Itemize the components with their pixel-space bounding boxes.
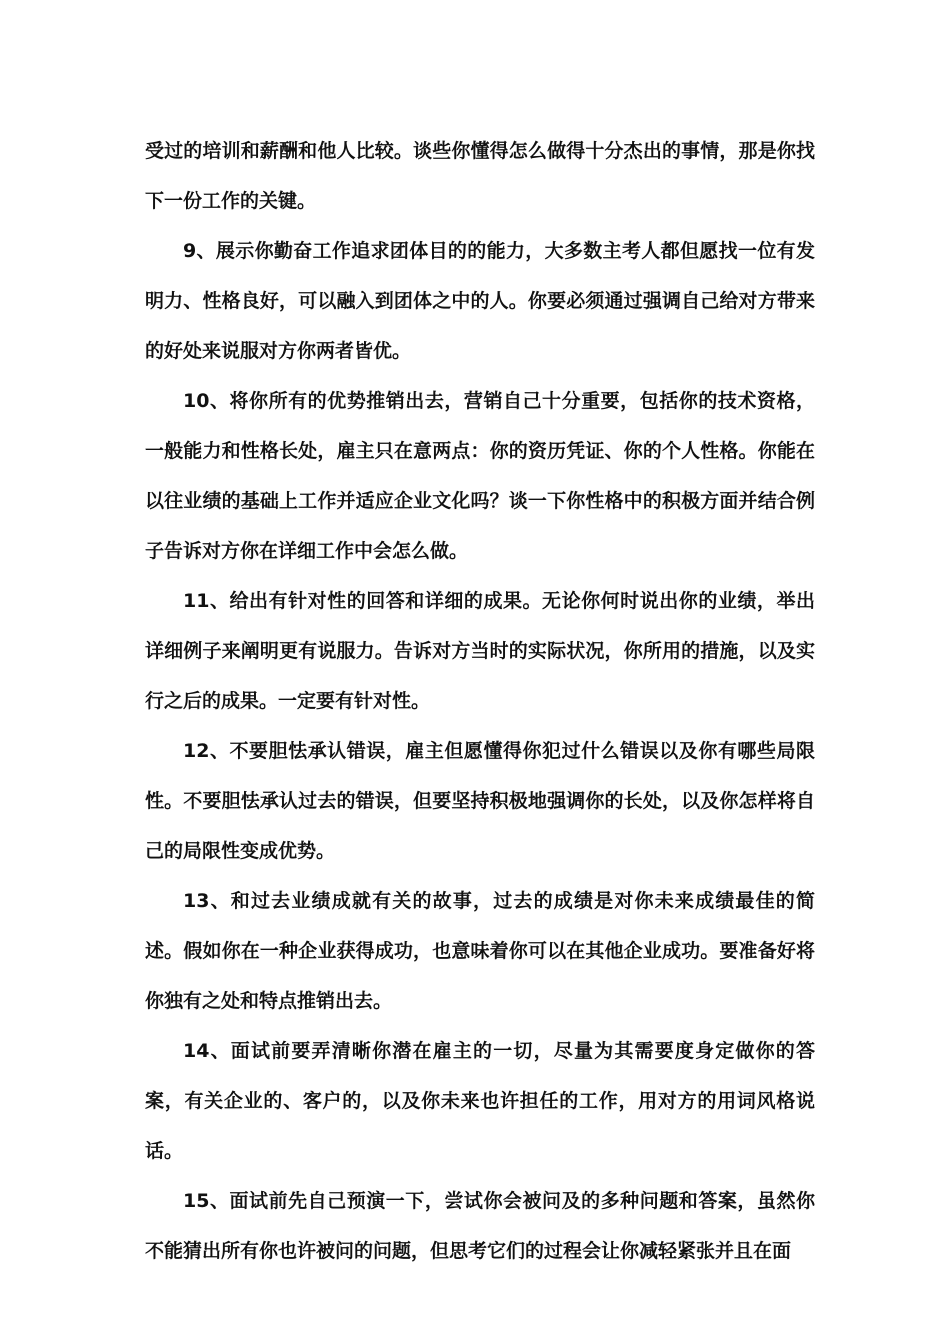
paragraph-item-14: 14、面试前要弄清晰你潜在雇主的一切，尽量为其需要度身定做你的答案，有关企业的、客户的，以及你未来也许担任的工作，用对方的用词风格说话。 — [145, 1040, 815, 1162]
paragraph-item-11: 11、给出有针对性的回答和详细的成果。无论你何时说出你的业绩，举出详细例子来阐明更有说服力。告诉对方当时的实际状况，你所用的措施，以及实行之后的成果。一定要有针对性。 — [145, 590, 815, 712]
paragraph-item-15: 15、面试前先自己预演一下，尝试你会被问及的多种问题和答案，虽然你不能猜出所有你也许被问的问题，但思考它们的过程会让你减轻紧张并且在面 — [145, 1190, 815, 1262]
paragraph-item-12: 12、不要胆怯承认错误，雇主但愿懂得你犯过什么错误以及你有哪些局限性。不要胆怯承认过去的错误，但要坚持积极地强调你的长处，以及你怎样将自己的局限性变成优势。 — [145, 740, 815, 862]
paragraph-item-10: 10、将你所有的优势推销出去，营销自己十分重要，包括你的技术资格，一般能力和性格长处，雇主只在意两点：你的资历凭证、你的个人性格。你能在以往业绩的基础上工作并适应企业文化吗？谈一下你性格中的积极方面并结合例子告诉对方你在详细工作中会怎么做。 — [145, 390, 815, 562]
paragraph-item-13: 13、和过去业绩成就有关的故事，过去的成绩是对你未来成绩最佳的简述。假如你在一种企业获得成功，也意味着你可以在其他企业成功。要准备好将你独有之处和特点推销出去。 — [145, 890, 815, 1012]
paragraph-continuation: 受过的培训和薪酬和他人比较。谈些你懂得怎么做得十分杰出的事情，那是你找下一份工作的关键。 — [145, 140, 815, 212]
document-body — [145, 126, 815, 1276]
paragraph-item-9: 9、展示你勤奋工作追求团体目的的能力，大多数主考人都但愿找一位有发明力、性格良好，可以融入到团体之中的人。你要必须通过强调自己给对方带来的好处来说服对方你两者皆优。 — [145, 240, 815, 362]
